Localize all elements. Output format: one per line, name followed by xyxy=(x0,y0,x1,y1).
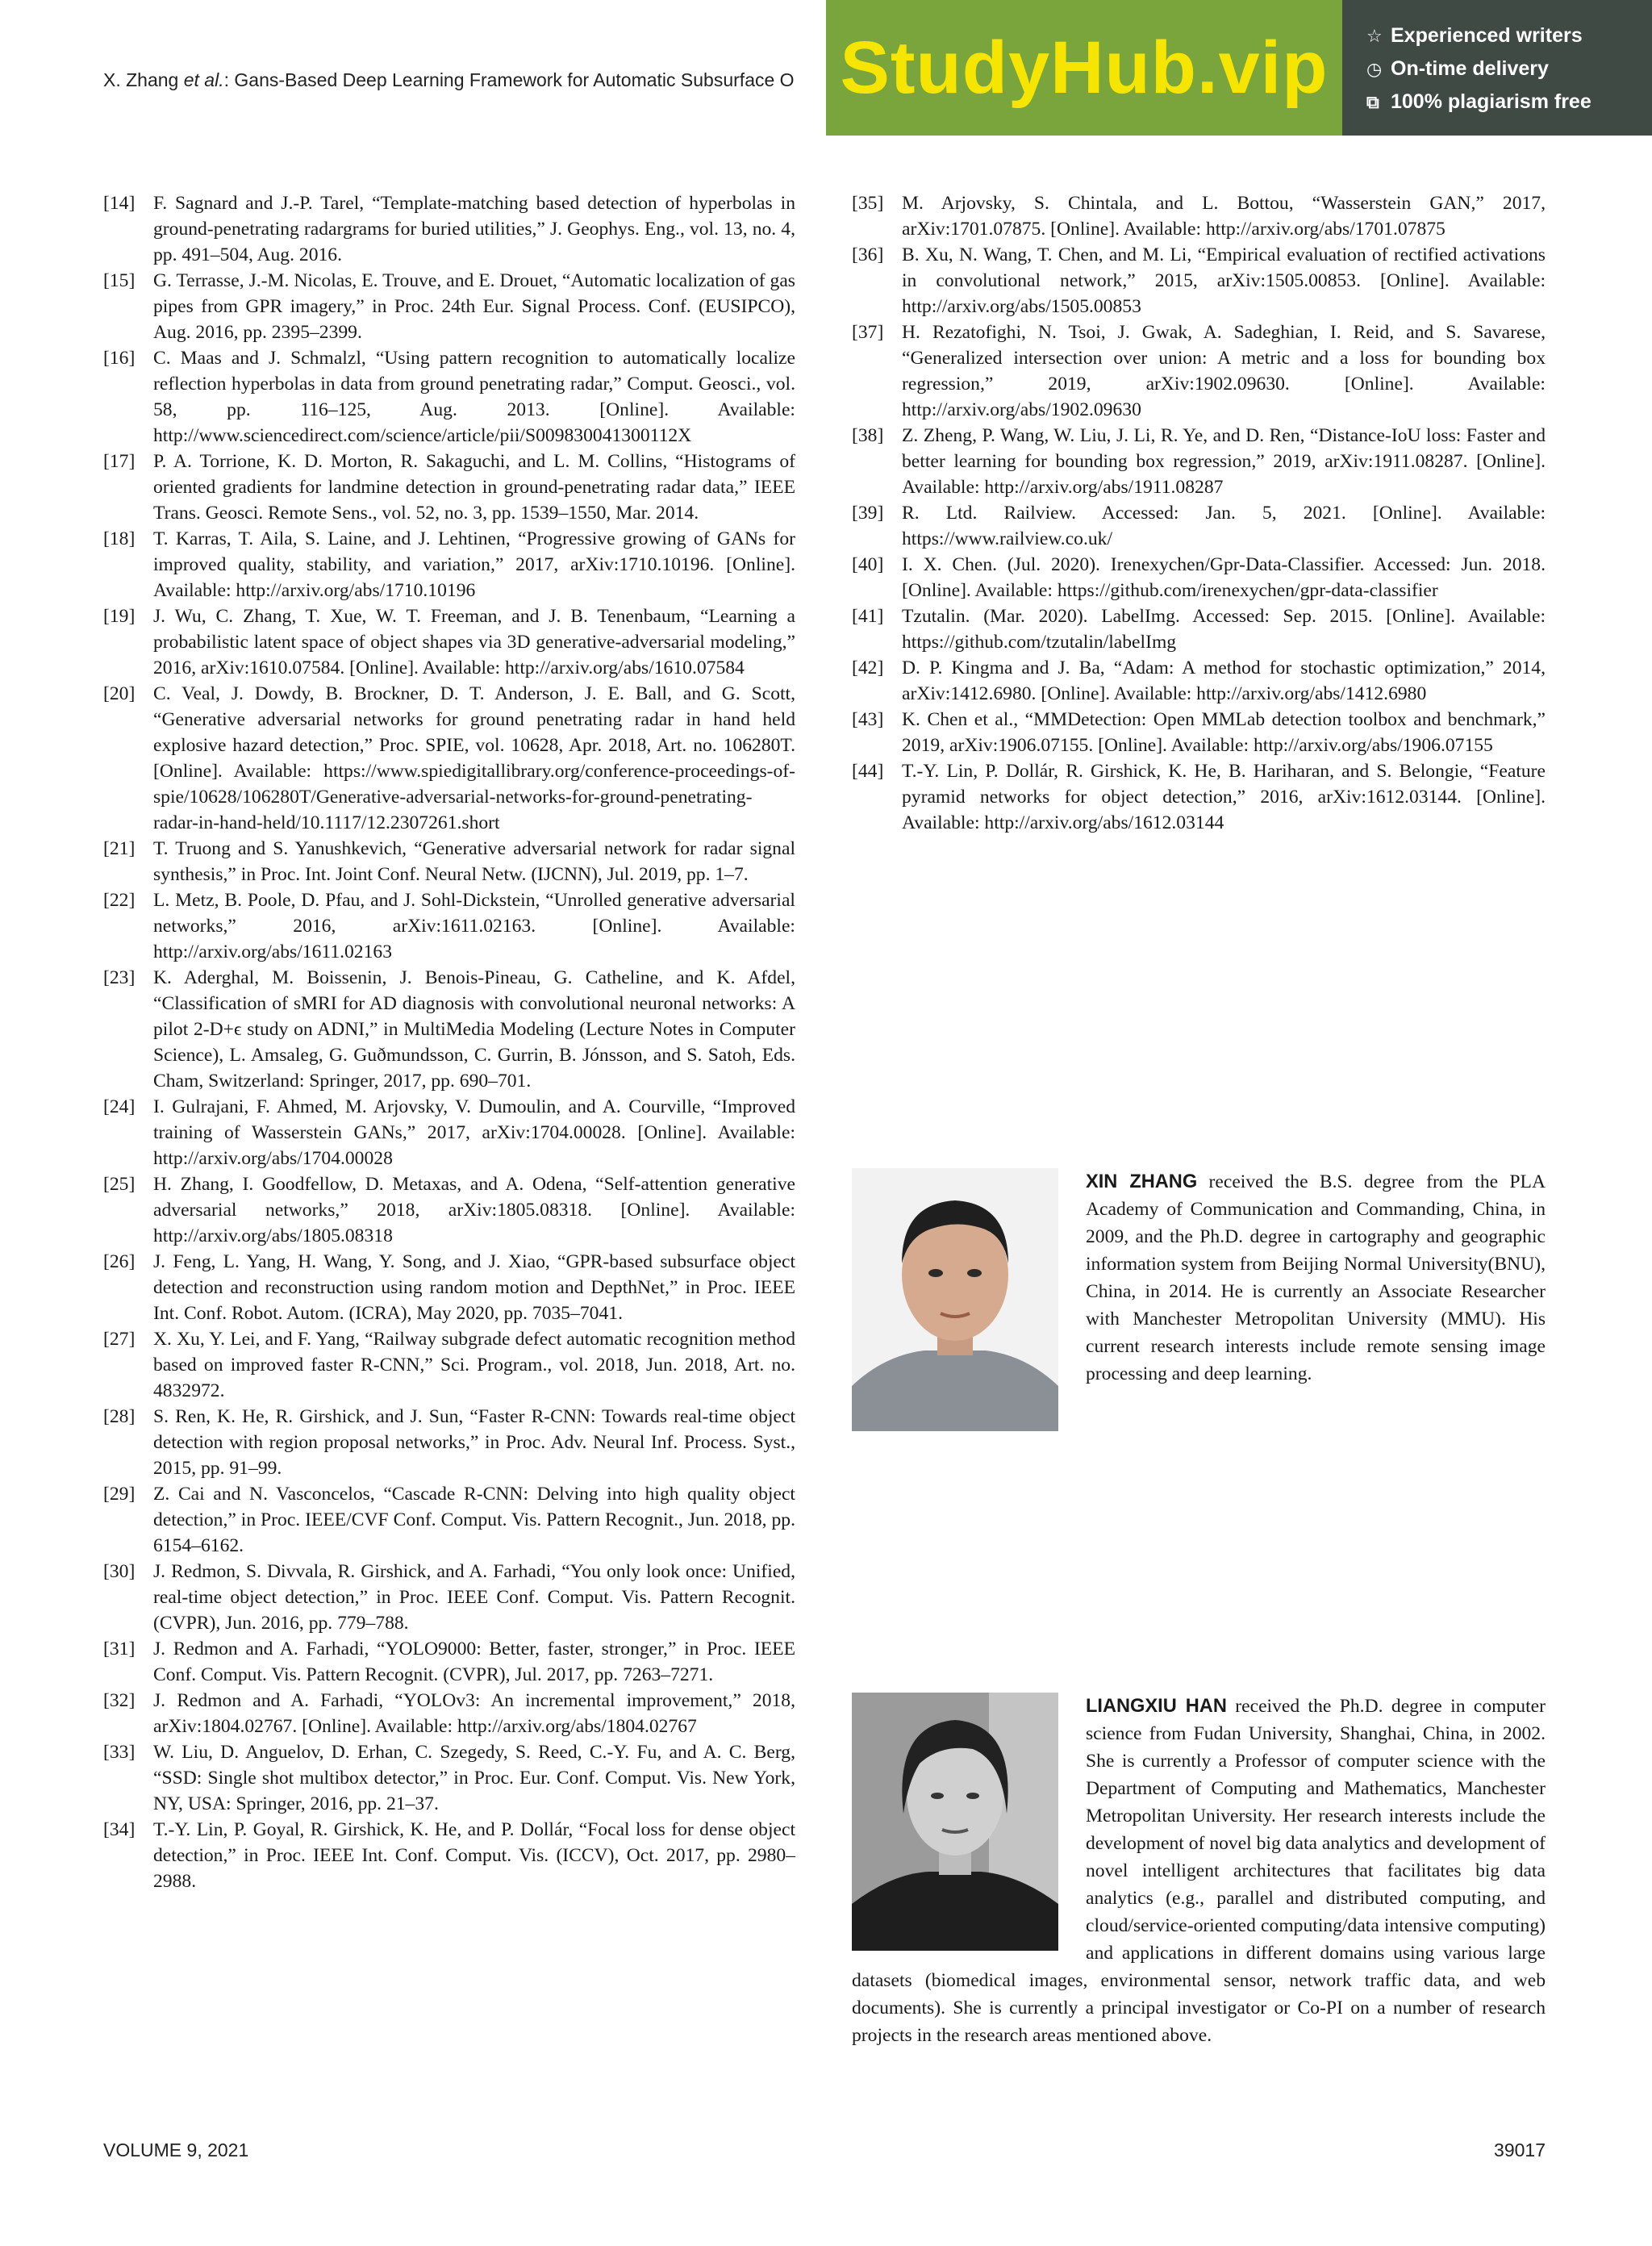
reference-number: [44] xyxy=(852,761,884,782)
bio-text: received the B.S. degree from the PLA Academy of Communication and Commanding, China, in 2009, and the Ph.D. degree in cartography and geographic information system from Beijing Normal University(BNU), China, in 2014. He is currently an Associate Researcher with Manchester Metropolitan University (MMU). His current research interests include remote sensing image processing and deep learning. xyxy=(1086,1171,1546,1384)
reference-number: [19] xyxy=(103,606,136,627)
reference-item xyxy=(103,345,795,449)
reference-item xyxy=(103,965,795,1094)
feature-label: Experienced writers xyxy=(1391,24,1583,47)
reference-text: P. A. Torrione, K. D. Morton, R. Sakaguchi, and L. M. Collins, “Histograms of oriented gradients for landmine detection in ground-penetrating radar data,” IEEE Trans. Geosci. Remote Sens., vol. 52, no. 3, pp. 1539–1550, Mar. 2014. xyxy=(153,451,795,524)
author-photo-liangxiu-han xyxy=(852,1693,1058,1951)
bio-xin-zhang xyxy=(852,1168,1546,1436)
reference-text: H. Rezatofighi, N. Tsoi, J. Gwak, A. Sadeghian, I. Reid, and S. Savarese, “Generalized intersection over union: A metric and a loss for bounding box regression,” 2019, arXiv:1902.09630. [Online]. Available: http://arxiv.org/abs/1902.09630 xyxy=(902,322,1546,420)
reference-number: [27] xyxy=(103,1329,136,1350)
bio-name: LIANGXIU HAN xyxy=(1086,1696,1227,1717)
references-right-column xyxy=(852,190,1546,836)
reference-number: [25] xyxy=(103,1174,136,1195)
reference-item xyxy=(103,268,795,345)
reference-item xyxy=(852,423,1546,500)
reference-item xyxy=(103,1404,795,1481)
reference-text: R. Ltd. Railview. Accessed: Jan. 5, 2021. [Online]. Available: https://www.railview.co.uk/ xyxy=(902,503,1546,549)
reference-number: [39] xyxy=(852,503,884,524)
banner-features xyxy=(1342,0,1652,136)
reference-item xyxy=(103,449,795,526)
reference-item xyxy=(852,758,1546,836)
reference-number: [28] xyxy=(103,1406,136,1427)
reference-text: F. Sagnard and J.-P. Tarel, “Template-matching based detection of hyperbolas in ground-penetrating radargrams for buried utilities,” J. Geophys. Eng., vol. 13, no. 4, pp. 491–504, Aug. 2016. xyxy=(153,193,795,265)
studyhub-logo-text: StudyHub.vip xyxy=(840,26,1329,109)
studyhub-logo[interactable] xyxy=(826,0,1342,136)
bio-liangxiu-han xyxy=(852,1693,1546,2049)
reference-item xyxy=(103,1636,795,1688)
feature-on-time-delivery xyxy=(1366,52,1652,86)
reference-text: W. Liu, D. Anguelov, D. Erhan, C. Szegedy, S. Reed, C.-Y. Fu, and A. C. Berg, “SSD: Single shot multibox detector,” in Proc. Eur. Conf. Comput. Vis. New York, NY, USA: Springer, 2016, pp. 21–37. xyxy=(153,1742,795,1814)
reference-number: [35] xyxy=(852,193,884,214)
reference-text: G. Terrasse, J.-M. Nicolas, E. Trouve, and E. Drouet, “Automatic localization of gas pipes from GPR imagery,” in Proc. 24th Eur. Signal Process. Conf. (EUSIPCO), Aug. 2016, pp. 2395–2399. xyxy=(153,270,795,343)
footer-volume: VOLUME 9, 2021 xyxy=(103,2140,249,2160)
reference-item xyxy=(103,1559,795,1636)
reference-number: [43] xyxy=(852,709,884,730)
studyhub-banner[interactable] xyxy=(826,0,1652,136)
reference-text: T.-Y. Lin, P. Goyal, R. Girshick, K. He, and P. Dollár, “Focal loss for dense object detection,” in Proc. IEEE Int. Conf. Comput. Vis. (ICCV), Oct. 2017, pp. 2980–2988. xyxy=(153,1819,795,1892)
reference-text: B. Xu, N. Wang, T. Chen, and M. Li, “Empirical evaluation of rectified activations in convolutional network,” 2015, arXiv:1505.00853. [Online]. Available: http://arxiv.org/abs/1505.00853 xyxy=(902,244,1546,317)
reference-item xyxy=(852,500,1546,552)
reference-number: [37] xyxy=(852,322,884,343)
reference-text: T.-Y. Lin, P. Dollár, R. Girshick, K. He, B. Hariharan, and S. Belongie, “Feature pyramid networks for object detection,” 2016, arXiv:1612.03144. [Online]. Available: http://arxiv.org/abs/1612.03144 xyxy=(902,761,1546,833)
reference-text: Tzutalin. (Mar. 2020). LabelImg. Accessed: Sep. 2015. [Online]. Available: https://github.com/tzutalin/labelImg xyxy=(902,606,1546,653)
feature-label: 100% plagiarism free xyxy=(1391,90,1592,113)
reference-number: [29] xyxy=(103,1484,136,1505)
reference-item xyxy=(852,319,1546,423)
reference-number: [16] xyxy=(103,348,136,369)
reference-item xyxy=(103,1688,795,1739)
reference-text: C. Veal, J. Dowdy, B. Brockner, D. T. Anderson, J. E. Ball, and G. Scott, “Generative adversarial networks for ground penetrating radar in hand held explosive hazard detection,” Proc. SPIE, vol. 10628, Apr. 2018, Art. no. 106280T. [Online]. Available: https://www.spiedigitallibrary.org/conference-proceedings-of-spie/10628/106280T/Generative-adversarial-networks-for-ground-penetrating-radar-in-hand-held/10.1117/12.2307261.short xyxy=(153,683,795,833)
feature-experienced-writers xyxy=(1366,19,1652,52)
reference-text: T. Truong and S. Yanushkevich, “Generative adversarial network for radar signal synthesis,” in Proc. Int. Joint Conf. Neural Netw. (IJCNN), Jul. 2019, pp. 1–7. xyxy=(153,838,795,885)
reference-item xyxy=(103,1094,795,1171)
reference-item xyxy=(103,887,795,965)
reference-text: C. Maas and J. Schmalzl, “Using pattern recognition to automatically localize reflection hyperbolas in data from ground penetrating radar,” Comput. Geosci., vol. 58, pp. 116–125, Aug. 2013. [Online]. Available: http://www.sciencedirect.com/science/article/pii/S009830041300112X xyxy=(153,348,795,446)
references-left-column xyxy=(103,190,795,1894)
reference-text: J. Wu, C. Zhang, T. Xue, W. T. Freeman, and J. B. Tenenbaum, “Learning a probabilistic latent space of object shapes via 3D generative-adversarial modeling,” 2016, arXiv:1610.07584. [Online]. Available: http://arxiv.org/abs/1610.07584 xyxy=(153,606,795,678)
reference-number: [17] xyxy=(103,451,136,472)
reference-number: [15] xyxy=(103,270,136,291)
reference-text: K. Aderghal, M. Boissenin, J. Benois-Pineau, G. Catheline, and K. Afdel, “Classification of sMRI for AD diagnosis with convolutional neuronal networks: A pilot 2-D+ϵ study on ADNI,” in MultiMedia Modeling (Lecture Notes in Computer Science), L. Amsaleg, G. Guðmundsson, C. Gurrin, B. Jónsson, and S. Satoh, Eds. Cham, Switzerland: Springer, 2017, pp. 690–701. xyxy=(153,967,795,1092)
bio-text: received the Ph.D. degree in computer science from Fudan University, Shanghai, China, in 2002. She is currently a Professor of computer science with the Department of Computing and Mathematics, Manchester Metropolitan University. Her research interests include the development of novel big data analytics and development of novel intelligent architectures that facilitates big data analytics (e.g., parallel and distributed computing, and cloud/service-oriented computing/data intensive computing) and applications in different domains using various large datasets (biomedical images, environmental sensor, network traffic data, and web documents). She is currently a principal investigator or Co-PI on a number of research projects in the research areas mentioned above. xyxy=(852,1696,1546,2046)
reference-text: M. Arjovsky, S. Chintala, and L. Bottou, “Wasserstein GAN,” 2017, arXiv:1701.07875. [Online]. Available: http://arxiv.org/abs/1701.07875 xyxy=(902,193,1546,240)
reference-number: [23] xyxy=(103,967,136,988)
reference-item xyxy=(103,1739,795,1817)
reference-number: [42] xyxy=(852,658,884,678)
reference-text: J. Redmon and A. Farhadi, “YOLO9000: Better, faster, stronger,” in Proc. IEEE Conf. Comput. Vis. Pattern Recognit. (CVPR), Jul. 2017, pp. 7263–7271. xyxy=(153,1639,795,1685)
reference-text: Z. Zheng, P. Wang, W. Liu, J. Li, R. Ye, and D. Ren, “Distance-IoU loss: Faster and better learning for bounding box regression,” 2019, arXiv:1911.08287. [Online]. Available: http://arxiv.org/abs/1911.08287 xyxy=(902,425,1546,498)
reference-item xyxy=(103,681,795,836)
reference-number: [20] xyxy=(103,683,136,704)
header-title: : Gans-Based Deep Learning Framework for Automatic Subsurface O xyxy=(223,69,795,90)
star-icon: ☆ xyxy=(1366,25,1383,46)
reference-item xyxy=(852,655,1546,707)
reference-number: [41] xyxy=(852,606,884,627)
reference-item xyxy=(103,1249,795,1326)
reference-text: K. Chen et al., “MMDetection: Open MMLab detection toolbox and benchmark,” 2019, arXiv:1906.07155. [Online]. Available: http://arxiv.org/abs/1906.07155 xyxy=(902,709,1546,756)
footer-page-number: 39017 xyxy=(1494,2140,1546,2160)
reference-text: X. Xu, Y. Lei, and F. Yang, “Railway subgrade defect automatic recognition method based on improved faster R-CNN,” Sci. Program., vol. 2018, Jun. 2018, Art. no. 4832972. xyxy=(153,1329,795,1401)
feature-label: On-time delivery xyxy=(1391,57,1549,80)
reference-item xyxy=(103,526,795,603)
reference-item xyxy=(103,1326,795,1404)
reference-text: S. Ren, K. He, R. Girshick, and J. Sun, “Faster R-CNN: Towards real-time object detection with region proposal networks,” in Proc. Adv. Neural Inf. Process. Syst., 2015, pp. 91–99. xyxy=(153,1406,795,1479)
reference-text: L. Metz, B. Poole, D. Pfau, and J. Sohl-Dickstein, “Unrolled generative adversarial networks,” 2016, arXiv:1611.02163. [Online]. Available: http://arxiv.org/abs/1611.02163 xyxy=(153,890,795,962)
reference-number: [36] xyxy=(852,244,884,265)
copy-icon: ⧉ xyxy=(1366,91,1379,112)
reference-item xyxy=(103,190,795,268)
reference-item xyxy=(852,242,1546,319)
reference-number: [26] xyxy=(103,1251,136,1272)
reference-text: D. P. Kingma and J. Ba, “Adam: A method for stochastic optimization,” 2014, arXiv:1412.6980. [Online]. Available: http://arxiv.org/abs/1412.6980 xyxy=(902,658,1546,704)
clock-icon: ◷ xyxy=(1366,58,1383,79)
reference-text: H. Zhang, I. Goodfellow, D. Metaxas, and A. Odena, “Self-attention generative adversarial networks,” 2018, arXiv:1805.08318. [Online]. Available: http://arxiv.org/abs/1805.08318 xyxy=(153,1174,795,1246)
reference-text: I. X. Chen. (Jul. 2020). Irenexychen/Gpr-Data-Classifier. Accessed: Jun. 2018. [Online]. Available: https://github.com/irenexychen/gpr-data-classifier xyxy=(902,554,1546,601)
reference-text: J. Redmon and A. Farhadi, “YOLOv3: An incremental improvement,” 2018, arXiv:1804.02767. [Online]. Available: http://arxiv.org/abs/1804.02767 xyxy=(153,1690,795,1737)
reference-text: Z. Cai and N. Vasconcelos, “Cascade R-CNN: Delving into high quality object detection,” in Proc. IEEE/CVF Conf. Comput. Vis. Pattern Recognit., Jun. 2018, pp. 6154–6162. xyxy=(153,1484,795,1556)
reference-number: [30] xyxy=(103,1561,136,1582)
reference-item xyxy=(103,1171,795,1249)
reference-item xyxy=(103,1817,795,1894)
reference-item xyxy=(103,603,795,681)
reference-number: [14] xyxy=(103,193,136,214)
reference-number: [18] xyxy=(103,528,136,549)
bio-name: XIN ZHANG xyxy=(1086,1171,1198,1192)
reference-item xyxy=(852,552,1546,603)
reference-text: J. Feng, L. Yang, H. Wang, Y. Song, and J. Xiao, “GPR-based subsurface object detection and reconstruction using random motion and DepthNet,” in Proc. IEEE Int. Conf. Robot. Autom. (ICRA), May 2020, pp. 7035–7041. xyxy=(153,1251,795,1324)
reference-text: T. Karras, T. Aila, S. Laine, and J. Lehtinen, “Progressive growing of GANs for improved quality, stability, and variation,” 2017, arXiv:1710.10196. [Online]. Available: http://arxiv.org/abs/1710.10196 xyxy=(153,528,795,601)
reference-number: [21] xyxy=(103,838,136,859)
person-photo-icon xyxy=(852,1693,1058,1951)
reference-text: J. Redmon, S. Divvala, R. Girshick, and A. Farhadi, “You only look once: Unified, real-time object detection,” in Proc. IEEE Conf. Comput. Vis. Pattern Recognit. (CVPR), Jun. 2016, pp. 779–788. xyxy=(153,1561,795,1634)
reference-number: [22] xyxy=(103,890,136,911)
reference-item xyxy=(852,603,1546,655)
header-etal: et al. xyxy=(183,69,224,90)
reference-number: [32] xyxy=(103,1690,136,1711)
running-header xyxy=(103,69,829,91)
reference-item xyxy=(103,836,795,887)
feature-plagiarism-free xyxy=(1366,86,1652,119)
reference-number: [31] xyxy=(103,1639,136,1659)
person-photo-icon xyxy=(852,1168,1058,1431)
reference-number: [24] xyxy=(103,1096,136,1117)
author-photo-xin-zhang xyxy=(852,1168,1058,1431)
reference-item xyxy=(852,707,1546,758)
reference-number: [38] xyxy=(852,425,884,446)
reference-number: [33] xyxy=(103,1742,136,1763)
reference-number: [40] xyxy=(852,554,884,575)
reference-number: [34] xyxy=(103,1819,136,1840)
reference-text: I. Gulrajani, F. Ahmed, M. Arjovsky, V. Dumoulin, and A. Courville, “Improved training of Wasserstein GANs,” 2017, arXiv:1704.00028. [Online]. Available: http://arxiv.org/abs/1704.00028 xyxy=(153,1096,795,1169)
header-authors: X. Zhang xyxy=(103,69,179,90)
reference-item xyxy=(852,190,1546,242)
reference-item xyxy=(103,1481,795,1559)
